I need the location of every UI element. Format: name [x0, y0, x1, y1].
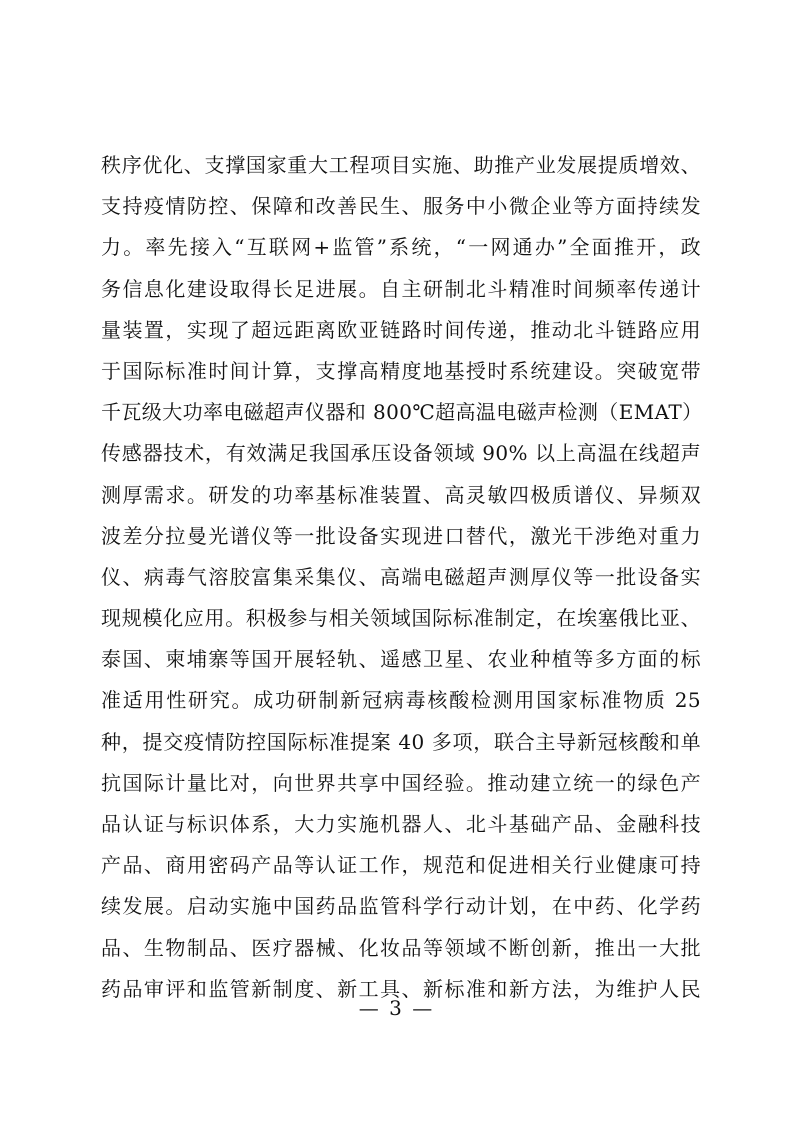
text-line-3: 力。率先接入“互联网+监管”系统，“一网通办”全面推开，政 [101, 235, 701, 260]
text-line-20: 品、生物制品、医疗器械、化妆品等领域不断创新，推出一大批 [101, 935, 701, 960]
text-line-11: 仪、病毒气溶胶富集采集仪、高端电磁超声测厚仪等一批设备实 [101, 564, 701, 589]
text-line-12: 现规模化应用。积极参与相关领域国际标准制定，在埃塞俄比亚、 [101, 606, 701, 631]
text-line-9: 测厚需求。研发的功率基标准装置、高灵敏四极质谱仪、异频双 [101, 482, 701, 507]
text-line-10: 波差分拉曼光谱仪等一批设备实现进口替代，激光干涉绝对重力 [101, 523, 701, 548]
text-line-14: 准适用性研究。成功研制新冠病毒核酸检测用国家标准物质 25 [101, 688, 701, 713]
text-line-7: 千瓦级大功率电磁超声仪器和 800℃超高温电磁声检测（EMAT） [101, 400, 703, 425]
body-paragraph [101, 145, 701, 1010]
text-line-18: 产品、商用密码产品等认证工作，规范和促进相关行业健康可持 [101, 853, 701, 878]
text-line-15: 种，提交疫情防控国际标准提案 40 多项，联合主导新冠核酸和单 [101, 729, 701, 754]
text-line-8: 传感器技术，有效满足我国承压设备领域 90% 以上高温在线超声 [101, 441, 701, 466]
text-line-2: 支持疫情防控、保障和改善民生、服务中小微企业等方面持续发 [101, 194, 701, 219]
text-line-17: 品认证与标识体系，大力实施机器人、北斗基础产品、金融科技 [101, 812, 701, 836]
text-line-19: 续发展。启动实施中国药品监管科学行动计划，在中药、化学药 [101, 894, 701, 919]
text-line-4: 务信息化建设取得长足进展。自主研制北斗精准时间频率传递计 [101, 276, 701, 301]
page-number: — 3 — [358, 996, 435, 1020]
text-line-6: 于国际标准时间计算，支撑高精度地基授时系统建设。突破宽带 [101, 358, 701, 383]
text-line-5: 量装置，实现了超远距离欧亚链路时间传递，推动北斗链路应用 [101, 317, 701, 342]
text-line-1: 秩序优化、支撑国家重大工程项目实施、助推产业发展提质增效、 [101, 153, 701, 177]
text-line-21: 药品审评和监管新制度、新工具、新标准和新方法，为维护人民 [101, 976, 701, 1001]
text-line-13: 泰国、柬埔寨等国开展轻轨、遥感卫星、农业种植等多方面的标 [101, 647, 701, 672]
text-line-16: 抗国际计量比对，向世界共享中国经验。推动建立统一的绿色产 [101, 770, 701, 795]
